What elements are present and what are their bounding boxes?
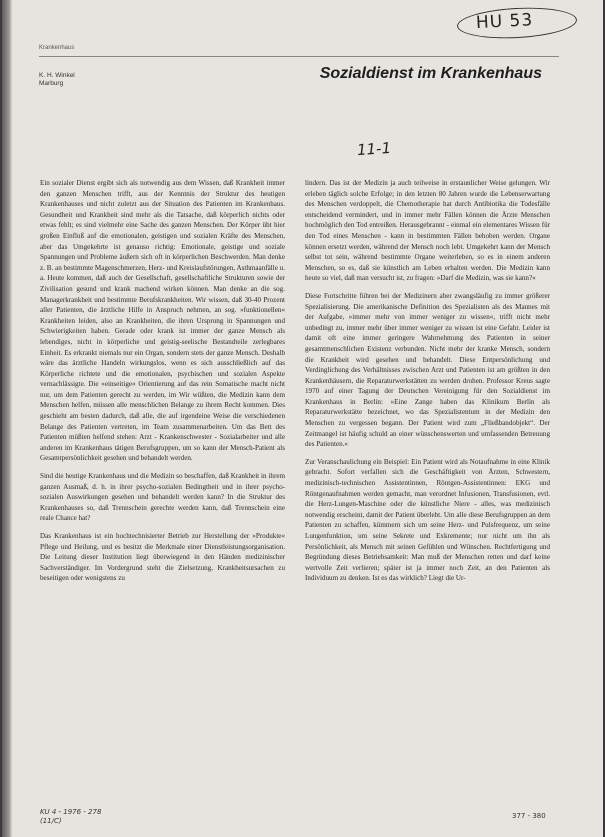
left-column	[40, 178, 285, 591]
author-name: K. H. Winkel	[39, 72, 75, 79]
author-block	[39, 72, 119, 88]
article-title: Sozialdienst im Krankenhaus	[319, 65, 542, 82]
running-header: Krankenhaus	[39, 45, 75, 51]
header-rule	[39, 56, 559, 57]
paragraph: lindern. Das ist der Medizin ja auch teilweise in erstaunlicher Weise gelungen. Wir erleben täglich solche Erfolge; in den letzten 80 Jahren wurde die Lebenserwartung des Menschen verdoppelt, die Chemotherapie hat durch Antibiotika die Todesfälle entscheidend vermindert, und in immer mehr Fällen können die Ärzte Menschen hochmöglich den Tod entreißen. Herausgebrannt - einmal ein elementares Wissen für den Tod eines Menschen - kann in bestimmten Fällen behoben werden. Organe können ersetzt werden, während der Mensch noch lebt. Umgekehrt kann der Mensch selbst tot sein, während bestimmte Organe weiterleben, so es in einem anderen Menschen, so es, daß sie künstlich am Leben erhalten werden. Die Medizin kann heute so viel, daß man versucht ist, zu fragen: »Darf die Medizin, was sie kann?«	[305, 179, 550, 283]
paragraph: Das Krankenhaus ist ein hochtechnisierter Betrieb zur Herstellung der »Produkte« Pflege und Heilung, und es besitzt die Merkmale einer Dienstleistungsorganisation. Die Leitung dieser Institution liegt überwiegend in den Händen medizinischer Sachverständiger. Im Vordergrund steht die Zielsetzung, Krankheitsursachen zu beseitigen oder wenigstens zu	[40, 532, 285, 583]
footer-line: KU 4 - 1976 - 278	[40, 808, 102, 816]
paragraph: Sind die heutige Krankenhaus und die Medizin so beschaffen, daß Krankheit in ihrem ganzen Ausmaß, d. h. in ihrer psycho-sozialen Bedingtheit und in ihrer psycho-sozialen Auswirkungen gesehen und behandelt werden kann? In die Struktur des Krankenhauses so, daß Trennschein gerechte werden kann, daß Trennschein eine reale Chance hat?	[40, 472, 285, 523]
right-column	[305, 178, 550, 591]
stamp-text: HU 53	[475, 10, 534, 34]
archive-stamp	[456, 5, 577, 41]
page-number: 377 - 380	[512, 812, 546, 820]
author-place: Marburg	[39, 80, 64, 87]
paragraph: Diese Fortschritte führen bei der Medizinern aber zwangsläufig zu immer größerer Spezialisierung. Die amerikanische Definition des Spezialisten als des Mannes mit der Aufgabe, »immer mehr von immer weniger zu wissen«, trifft nicht mehr unbedingt zu, immer mehr über immer weniger zu wissen ist eine Gefahr. Leider ist damit oft eine immer geringere Wahrnehmung des Patienten in seiner gesamtmenschlichen Existenz verbunden. Nicht mehr der kranke Mensch, sondern die Krankheit wird gesehen und behandelt. Diese Entpersönlichung und Verdinglichung des Verhältnisses zwischen Arzt und Patienten ist am größten in den Krankenhäusern, die Reparaturwerkstätten zu werden drohen. Professor Kreus sagte 1970 auf einer Tagung der Deutschen Vereinigung für den Sozialdienst im Krankenhaus in Berlin: »Eine Zange haben das Klinikum Berlin als Reparaturwerkstätte bezeichnet, wo das Spezialistentum in der Medizin den Menschen zu vergessen begann. Der Patient wird zum „Fließbandobjekt“. Der Zeitmangel ist häufig schuld an einer wünschenswerten und umfassenden Betreuung des Patienten.«	[305, 291, 550, 449]
scanned-page	[2, 0, 603, 837]
paragraph: Zur Veranschaulichung ein Beispiel: Ein Patient wird als Notaufnahme in eine Klinik gebracht. Sofort verfallen sich die Geschäftigkeit von Ärzten, Schwestern, medizinisch-technischen Assistentinnen, Röntgen-Assistentinnen: EKG und Röntgenaufnahmen werden gemacht, man verordnet Infusionen, Transfusionen, evtl. die Herz-Lungen-Maschine oder die künstliche Niere - alles, was medizinisch notwendig erscheint, damit der Patient überlebt. Um alle diese Berufsgruppen an dem Patienten zu schaffen, kümmern sich um seine Herz- und Pulsfrequenz, um seine Lungenfunktion, um seine Sekrete und Exkremente; nur nicht um ihn als Persönlichkeit, als Mensch mit seinen Gefühlen und Wünschen. Rechtfertigung und Begründung dieses Betriebsamkeit: Man muß der Menschen retten und darf keine wertvolle Zeit verlieren; später ist ja immer noch Zeit, an den Patienten als Individuum zu denken. Ist es das wirklich? Liegt die Ur-	[305, 457, 550, 583]
footer-citation	[40, 808, 101, 826]
footer-line: (11/C)	[40, 817, 62, 825]
binding-shadow	[2, 0, 12, 837]
paragraph: Ein sozialer Dienst ergibt sich als notwendig aus dem Wissen, daß Krankheit immer den ganzen Menschen trifft, aus der Kenntnis der Struktur des heutigen Krankenhauses und nicht zuletzt aus der Situation des Patienten im Krankenhaus. Gesundheit und Krankheit sind mehr als die Tatsache, daß körperlich nichts oder etwas fehlt; es sind vielmehr eine Sache des ganzen Menschen. Der Körper übt hier großen Einfluß auf die emotionalen, geistigen und sozialen Kräfte des Menschen, aber das Umgekehrte ist genauso richtig: Emotionale, geistige und soziale Spannungen und Probleme äußern sich oft in körperlichen Beschwerden. Man denke z. B. an bestimmte Magenschmerzen, Herz- und Kreislaufstörungen, Asthmaanfälle u. a. Heute kommen, daß auch der Gesellschaft, gesellschaftliche Strukturen sowie der Zivilisation gesund und krank machend wirken können. Man denke an die sog. Managerkrankheit und bestimmte Berufskrankheiten. Wir wissen, daß 30-40 Prozent aller Patienten, die ärztliche Hilfe in Anspruch nehmen, an sog. »funktionellen« Krankheiten leiden, also an Krankheiten, die ihren Ursprung in Spannungen und Schwierigkeiten haben. Gerade oder krank ist immer der ganze Mensch als lebendiges, nicht in körperliche und geistig-seelische Bestandteile zerlegbares Einheit. Es erkrankt niemals nur ein Organ, sondern stets der ganze Mensch. Deshalb wäre das ärztliche Handeln wirkungslos, wenn es sich ausschließlich auf das Körperliche richtete und die emotionalen, psychischen und sozialen Aspekte vernachlässigte. Die »einseitige« Orientierung auf das rein Somatische macht nicht nur, um dem Patienten gerecht zu werden, im Wir wüßten, die Medizin kann dem Menschen helfen, müssen alle menschlichen Belange zu ihrem Recht kommen. Dies geschieht am besten dadurch, daß alle, die auf irgendeine Weise die verschiedenen Belange des Patienten vertreten, im Team zusammenarbeiten. Um das Bett des Patienten müßten helfend stehen: Arzt - Krankenschwester - Sozialarbeiter und alle anderen im Krankenhaus tätigen Berufsgruppen, um so kann der Mensch-Patient als Gesamtpersönlichkeit gesehen und behandelt werden.	[40, 179, 285, 463]
handwritten-mark: 11-1	[356, 138, 392, 160]
